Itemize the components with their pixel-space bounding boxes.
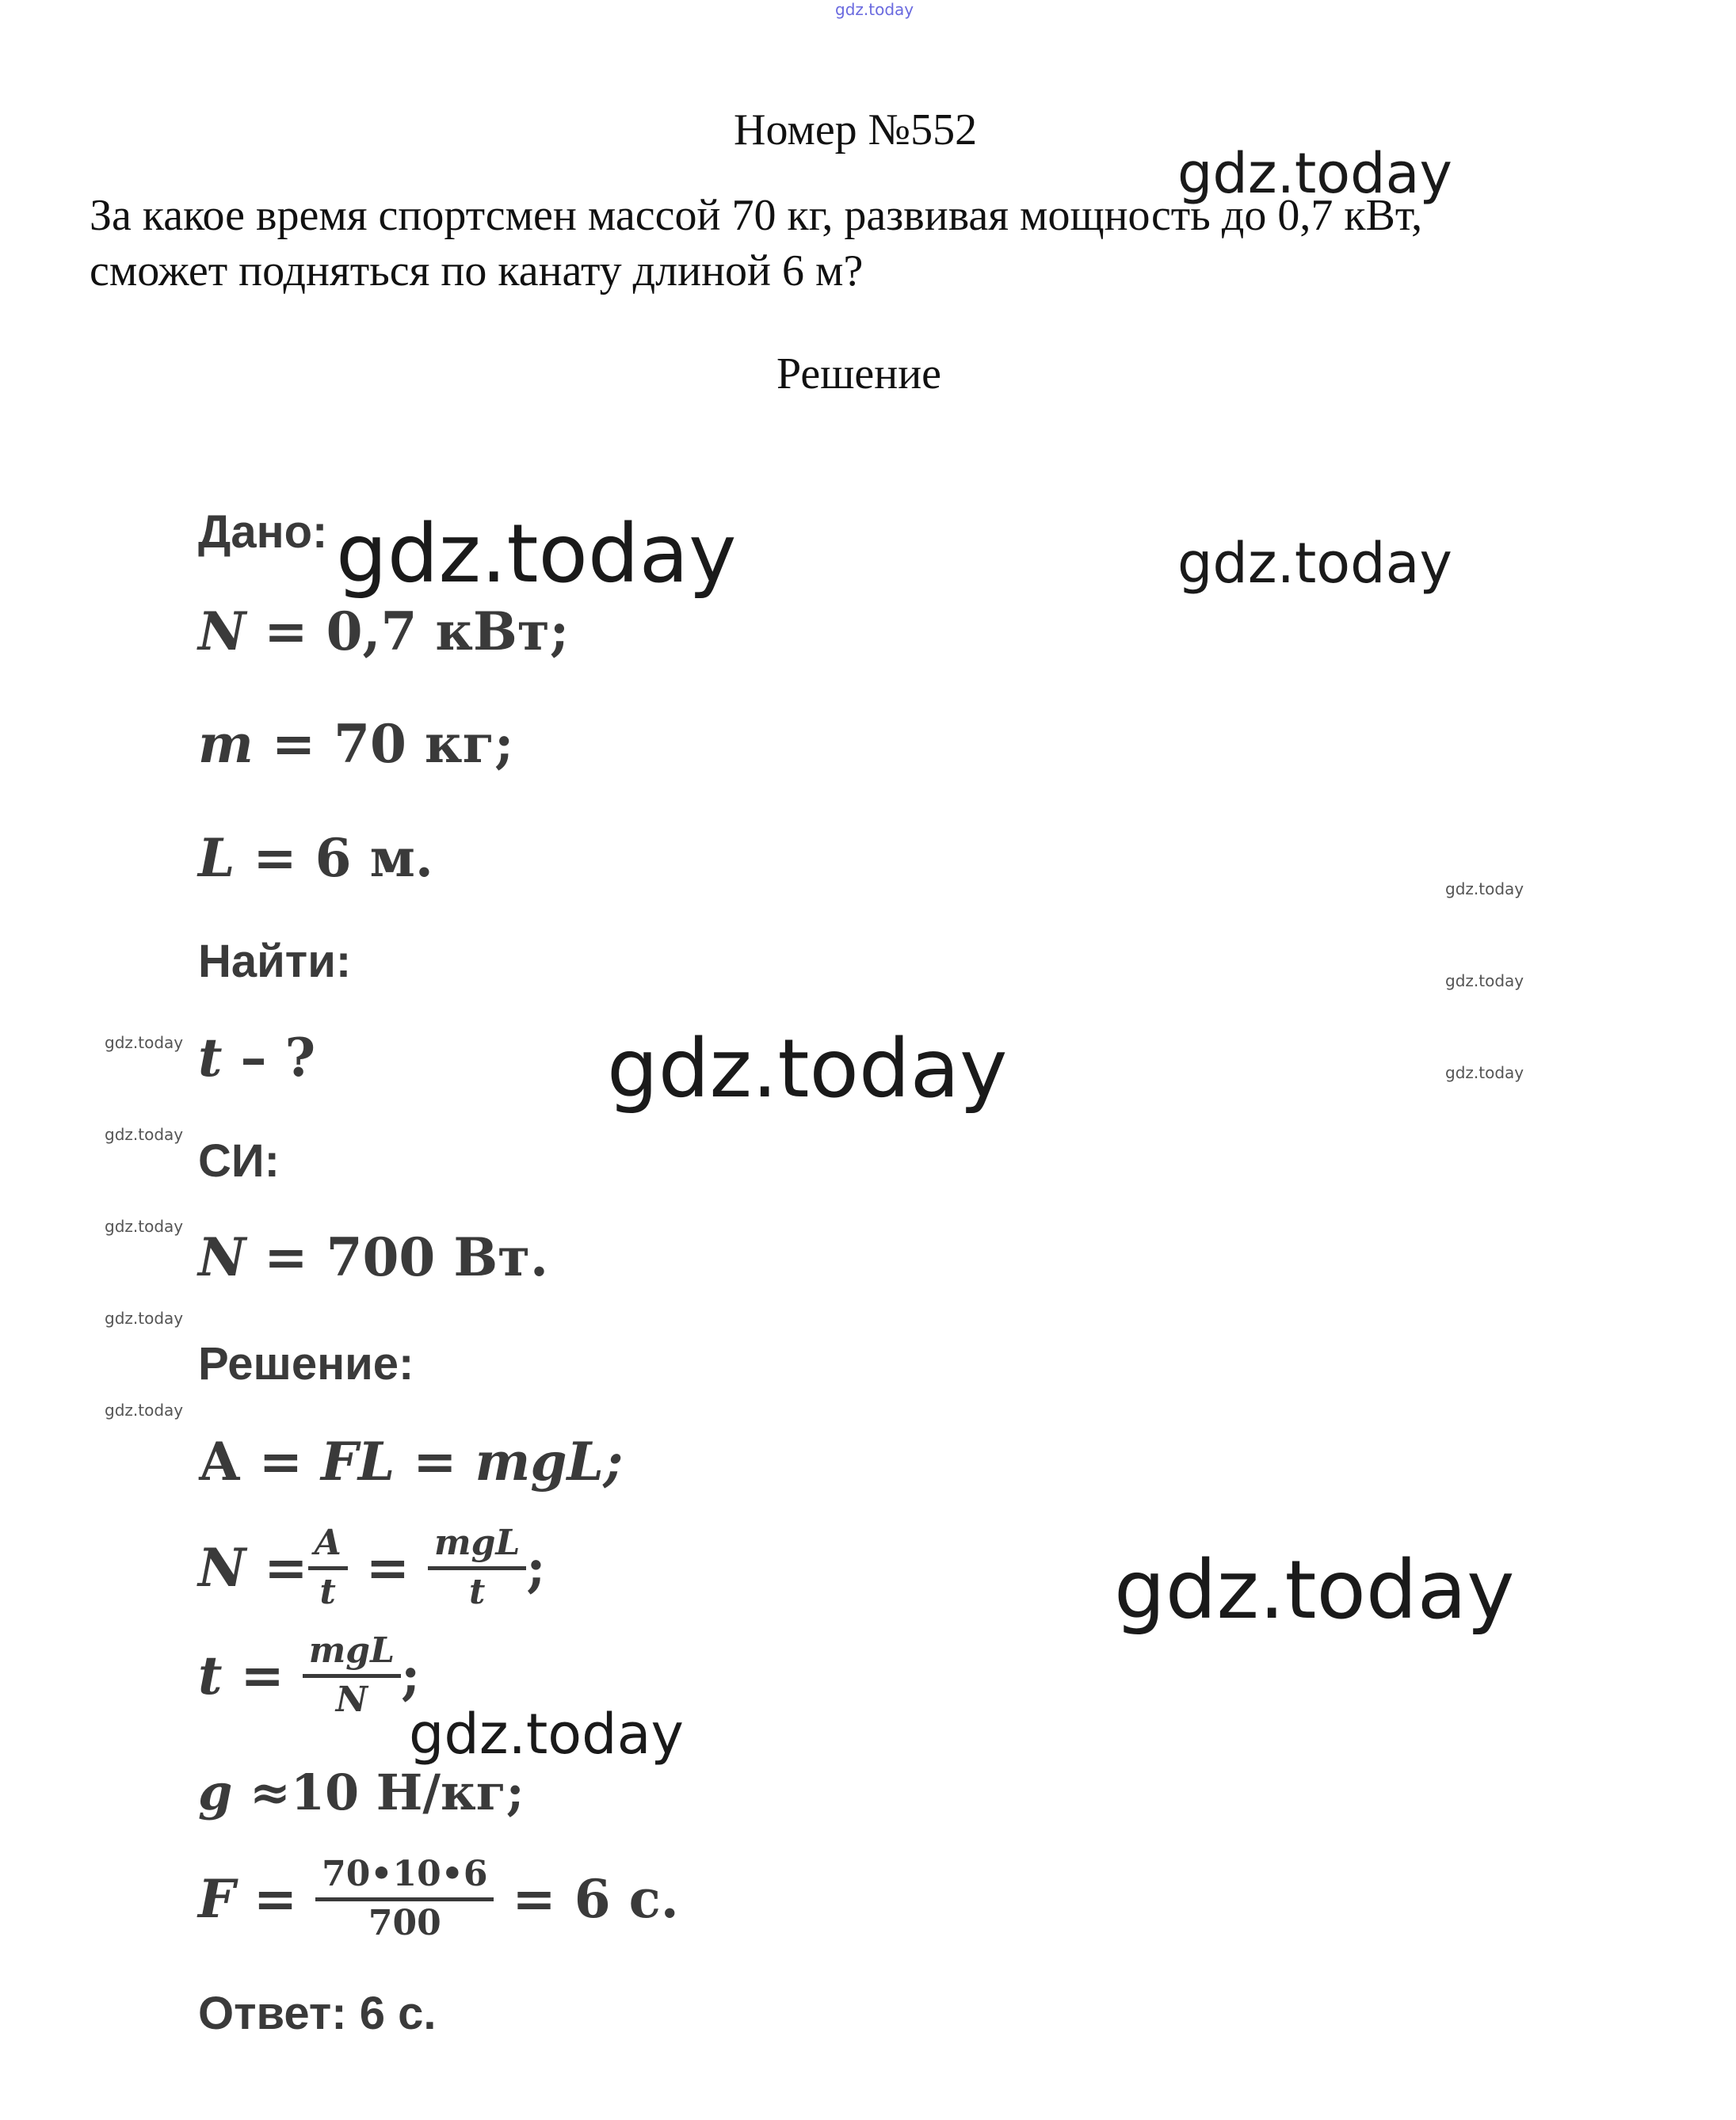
watermark: gdz.today [607,1022,1008,1116]
fraction-calculation [315,1854,494,1943]
power-symbol: N [198,601,246,662]
watermark-small: gdz.today [105,1401,184,1420]
fraction-numerator: mgL [303,1630,401,1678]
given-power-value: = 0,7 кВт; [246,601,570,662]
given-length [198,827,433,889]
work-expression: FL = mgL; [321,1431,624,1493]
gravity-symbol: g [198,1763,233,1821]
watermark-small: gdz.today [105,1217,184,1236]
semicolon: ; [401,1644,421,1706]
fraction-mgl-over-power [303,1630,401,1720]
watermark: gdz.today [409,1702,684,1767]
find-time-value: – ? [222,1027,316,1089]
calc-lhs: F = [198,1867,316,1930]
si-power-value: = 700 Вт. [246,1226,548,1288]
watermark: gdz.today [336,507,737,601]
watermark-small: gdz.today [1445,971,1524,990]
solution-label: Решение: [198,1338,414,1390]
si-power [198,1226,548,1288]
watermark-small: gdz.today [105,1309,184,1328]
fraction-denominator: t [319,1572,336,1612]
equation-calculation [198,1854,679,1943]
fraction-numerator: A [308,1523,348,1570]
mass-symbol: m [198,713,254,775]
problem-text-line-1: За какое время спортсмен массой 70 кг, развивая мощность до 0,7 кВт, [90,191,1423,240]
given-mass [198,713,513,775]
fraction-mgl-over-time [428,1523,526,1612]
gravity-value: ≈10 Н/кг; [232,1763,525,1821]
watermark: gdz.today [1114,1543,1515,1638]
equation-power [198,1523,546,1612]
watermark-small: gdz.today [105,1125,184,1144]
calc-result: = 6 с. [494,1867,679,1930]
fraction-denominator: N [335,1680,368,1720]
equation-work [198,1431,623,1493]
equation-time [198,1630,420,1720]
given-label: Дано: [198,506,328,558]
watermark: gdz.today [1177,531,1452,596]
watermark: gdz.today [1177,141,1452,206]
watermark-small: gdz.today [105,1033,184,1052]
problem-title: Номер №552 [734,105,978,154]
power-symbol: N [198,1226,246,1288]
watermark-small: gdz.today [1445,1063,1524,1082]
answer: Ответ: 6 с. [198,1988,437,2039]
si-label: СИ: [198,1135,280,1187]
given-power [198,601,569,662]
equals-sign: = [347,1536,429,1599]
fraction-denominator: t [468,1572,486,1612]
work-symbol: А = [198,1431,322,1493]
find-time [198,1027,315,1089]
solution-heading: Решение [776,349,942,398]
problem-text-line-2: сможет подняться по канату длиной 6 м? [90,246,864,296]
fraction-numerator: 70•10•6 [315,1854,494,1901]
watermark-small: gdz.today [1445,879,1524,898]
header-watermark: gdz.today [835,0,914,19]
semicolon: ; [526,1536,546,1599]
time-symbol: t [198,1027,223,1089]
length-symbol: L [198,827,235,889]
fraction-numerator: mgL [428,1523,526,1570]
given-length-value: = 6 м. [235,827,433,889]
fraction-work-over-time [308,1523,348,1612]
given-mass-value: = 70 кг; [253,713,514,775]
equation-gravity [198,1763,525,1821]
find-label: Найти: [198,936,352,987]
fraction-denominator: 700 [368,1903,441,1943]
power-lhs: N = [198,1536,308,1599]
time-lhs: t = [198,1644,303,1706]
